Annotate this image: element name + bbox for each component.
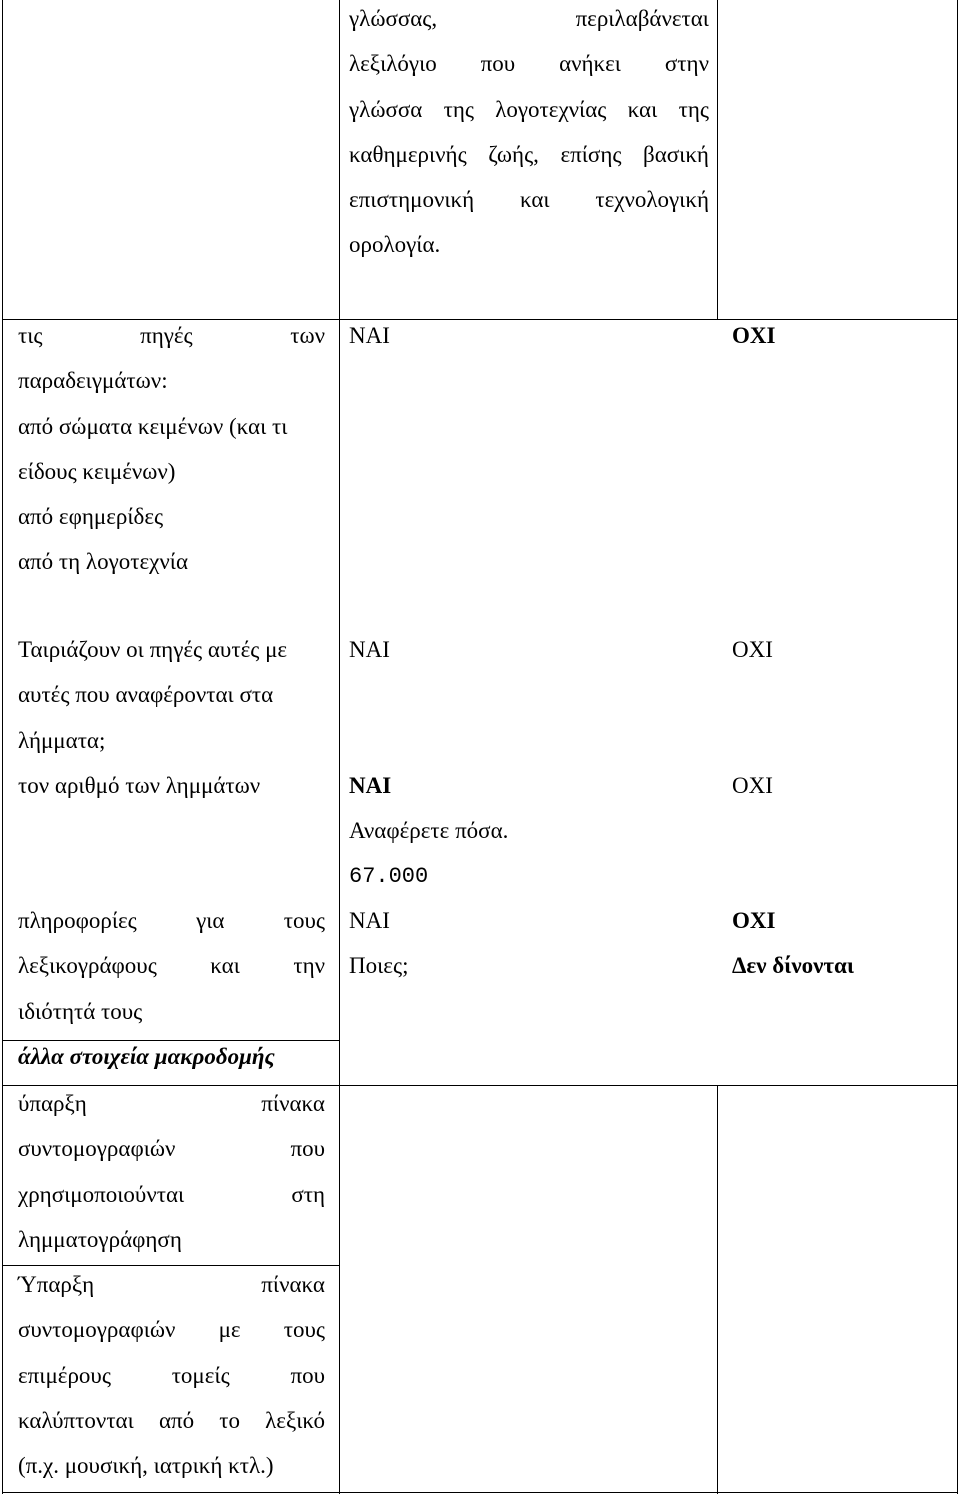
row2-no: ΟΧΙ [732, 323, 776, 348]
text-line: αυτές που αναφέρονται στα [18, 682, 274, 708]
text-line: συντομογραφιών με τους [18, 1317, 325, 1343]
text-line: (π.χ. μουσική, ιατρική κτλ.) [18, 1453, 274, 1479]
section-heading: άλλα στοιχεία μακροδομής [18, 1044, 275, 1069]
text-line: λεξιλόγιο που ανήκει στην [349, 51, 709, 77]
row4-label: τον αριθμό των λημμάτων [18, 773, 261, 798]
table-border-left [2, 0, 3, 1494]
table-border-bottom [2, 1492, 958, 1493]
text-line: από εφημερίδες [18, 504, 164, 530]
table-divider-col2-lower [717, 1085, 718, 1494]
row6-label [18, 1081, 325, 1262]
row3-yes: ΝΑΙ [349, 637, 390, 662]
text-line: ύπαρξη πίνακα [18, 1091, 325, 1116]
text-line: επιμέρους τομείς που [18, 1362, 325, 1388]
text-line: καθημερινής ζωής, επίσης βασική [349, 141, 709, 167]
row4-no: ΟΧΙ [732, 773, 773, 798]
text-line: από τη λογοτεχνία [18, 549, 188, 575]
text-line: συντομογραφιών που [18, 1136, 325, 1162]
row5-label [18, 898, 325, 1034]
text-line: λεξικογράφους και την [18, 953, 325, 979]
row2-label [18, 313, 325, 585]
text-line: ιδιότητά τους [18, 998, 143, 1024]
table-divider-col2 [717, 0, 718, 320]
row2-yes: ΝΑΙ [349, 323, 390, 348]
row3-no: ΟΧΙ [732, 637, 773, 662]
text-line: είδους κειμένων) [18, 458, 176, 484]
text-line: γλώσσας, περιλαβάνεται [349, 6, 709, 31]
text-line: λημματογράφηση [18, 1226, 182, 1252]
row5-no-note: Δεν δίνονται [732, 953, 854, 979]
row5-prompt: Ποιες; [349, 953, 409, 979]
row4-value: 67.000 [349, 863, 429, 889]
row5-no-cell [732, 898, 854, 989]
row1-description [349, 0, 709, 268]
text-line: καλύπτονται από το λεξικό [18, 1407, 325, 1433]
row4-answer [349, 763, 508, 899]
row5-yes: ΝΑΙ [349, 908, 390, 933]
row5-answer [349, 898, 408, 989]
text-line: από σώματα κειμένων (και τι [18, 413, 288, 439]
text-line: επιστημονική και τεχνολογική [349, 187, 709, 213]
text-line: λήμματα; [18, 727, 106, 753]
row7-label [18, 1262, 325, 1488]
row5-no: ΟΧΙ [732, 908, 776, 933]
table-border-right [957, 0, 958, 1494]
table-divider-col1 [339, 0, 340, 1494]
text-line: γλώσσα της λογοτεχνίας και της [349, 96, 709, 122]
text-line: Ύπαρξη πίνακα [18, 1272, 325, 1297]
text-line: ορολογία. [349, 232, 441, 258]
text-line: Ταιριάζουν οι πηγές αυτές με [18, 637, 288, 662]
text-line: τις πηγές των [18, 323, 325, 348]
row4-prompt: Αναφέρετε πόσα. [349, 818, 509, 844]
row4-yes: ΝΑΙ [349, 773, 392, 798]
row3-label [18, 627, 325, 763]
text-line: χρησιμοποιούνται στη [18, 1181, 325, 1207]
text-line: πληροφορίες για τους [18, 908, 325, 933]
text-line: παραδειγμάτων: [18, 368, 168, 394]
